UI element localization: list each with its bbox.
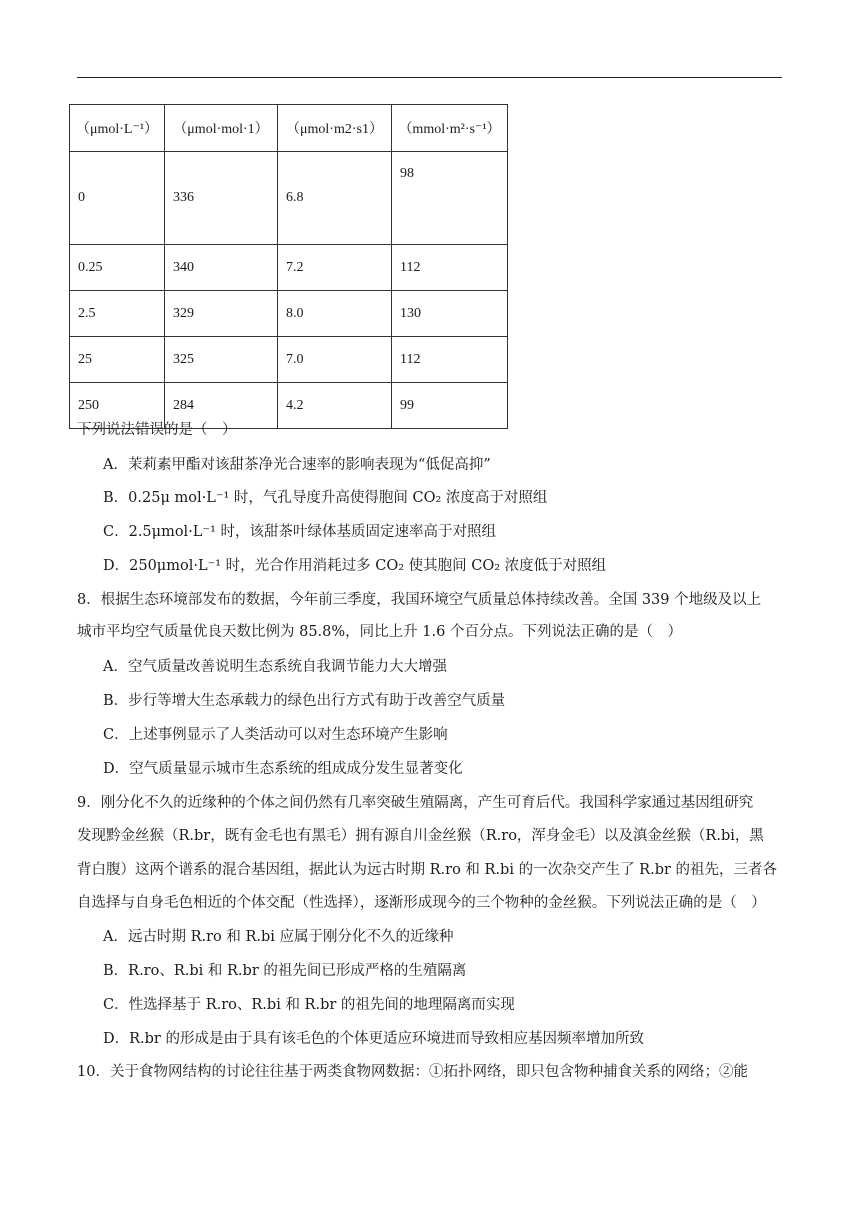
table-header-cell: （μmol·L⁻¹） (70, 105, 165, 152)
table-header-cell: （μmol·m2·s1） (278, 105, 392, 152)
table-cell: 0 (70, 152, 165, 245)
question-9-option-b: B．R.ro、R.bi 和 R.br 的祖先间已形成严格的生殖隔离 (103, 963, 467, 979)
question-7-stem: 下列说法错误的是（ ） (77, 422, 237, 438)
table-cell: 0.25 (70, 245, 165, 291)
table-cell: 99 (392, 383, 508, 429)
question-8-stem-line-1: 8．根据生态环境部发布的数据，今年前三季度，我国环境空气质量总体持续改善。全国 339 个地级及以上 (77, 592, 762, 608)
question-9-option-c: C．性选择基于 R.ro、R.bi 和 R.br 的祖先间的地理隔离而实现 (103, 997, 515, 1013)
question-7-option-b: B．0.25μ mol·L⁻¹ 时，气孔导度升高使得胞间 CO₂ 浓度高于对照组 (103, 490, 548, 506)
table-row (70, 291, 508, 337)
question-8-stem-line-2: 城市平均空气质量优良天数比例为 85.8%，同比上升 1.6 个百分点。下列说法正确的是（ ） (77, 624, 682, 640)
table-row (70, 337, 508, 383)
table-cell: 112 (392, 337, 508, 383)
table-header-cell: （μmol·mol·1） (165, 105, 278, 152)
table-cell: 329 (165, 291, 278, 337)
table-cell: 7.0 (278, 337, 392, 383)
question-8-option-d: D．空气质量显示城市生态系统的组成成分发生显著变化 (103, 761, 463, 777)
table-header-row (70, 105, 508, 152)
table-cell: 130 (392, 291, 508, 337)
table-row (70, 245, 508, 291)
question-9-stem-line-1: 9．刚分化不久的近缘种的个体之间仍然有几率突破生殖隔离，产生可育后代。我国科学家通过基因组研究 (77, 795, 754, 811)
question-9-stem-line-4: 自选择与自身毛色相近的个体交配（性选择），逐渐形成现今的三个物种的金丝猴。下列说法正确的是（ ） (77, 895, 766, 911)
question-8-option-c: C．上述事例显示了人类活动可以对生态环境产生影响 (103, 727, 448, 743)
question-10-stem-line-1: 10．关于食物网结构的讨论往往基于两类食物网数据：①拓扑网络，即只包含物种捕食关系的网络；②能 (77, 1064, 748, 1080)
table-header-cell: （mmol·m²·s⁻¹） (392, 105, 508, 152)
table-cell: 250 (70, 383, 165, 429)
table-cell: 4.2 (278, 383, 392, 429)
table-cell: 325 (165, 337, 278, 383)
question-9-option-a: A．远古时期 R.ro 和 R.bi 应属于刚分化不久的近缘种 (103, 929, 454, 945)
table-cell: 8.0 (278, 291, 392, 337)
question-9-stem-line-3: 背白腹）这两个谱系的混合基因组，据此认为远古时期 R.ro 和 R.bi 的一次杂交产生了 R.br 的祖先，三者各 (77, 862, 778, 878)
question-8-option-b: B．步行等增大生态承载力的绿色出行方式有助于改善空气质量 (103, 693, 506, 709)
table-cell: 25 (70, 337, 165, 383)
table-cell: 98 (392, 152, 508, 245)
question-8-option-a: A．空气质量改善说明生态系统自我调节能力大大增强 (103, 659, 447, 675)
data-table (69, 104, 508, 429)
question-7-option-a: A．茉莉素甲酯对该甜茶净光合速率的影响表现为“低促高抑” (103, 457, 491, 473)
table-cell: 2.5 (70, 291, 165, 337)
table-cell: 6.8 (278, 152, 392, 245)
question-9-stem-line-2: 发现黔金丝猴（R.br，既有金毛也有黑毛）拥有源自川金丝猴（R.ro，浑身金毛）以及滇金丝猴（R.bi，黑 (77, 828, 764, 844)
table-cell: 284 (165, 383, 278, 429)
table-row (70, 152, 508, 245)
question-9-option-d: D．R.br 的形成是由于具有该毛色的个体更适应环境进而导致相应基因频率增加所致 (103, 1031, 644, 1047)
table-cell: 340 (165, 245, 278, 291)
question-7-option-c: C．2.5μmol·L⁻¹ 时，该甜茶叶绿体基质固定速率高于对照组 (103, 524, 497, 540)
table-cell: 336 (165, 152, 278, 245)
question-7-option-d: D．250μmol·L⁻¹ 时，光合作用消耗过多 CO₂ 使其胞间 CO₂ 浓度低于对照组 (103, 558, 607, 574)
table-cell: 112 (392, 245, 508, 291)
table-cell: 7.2 (278, 245, 392, 291)
header-rule (77, 77, 782, 78)
